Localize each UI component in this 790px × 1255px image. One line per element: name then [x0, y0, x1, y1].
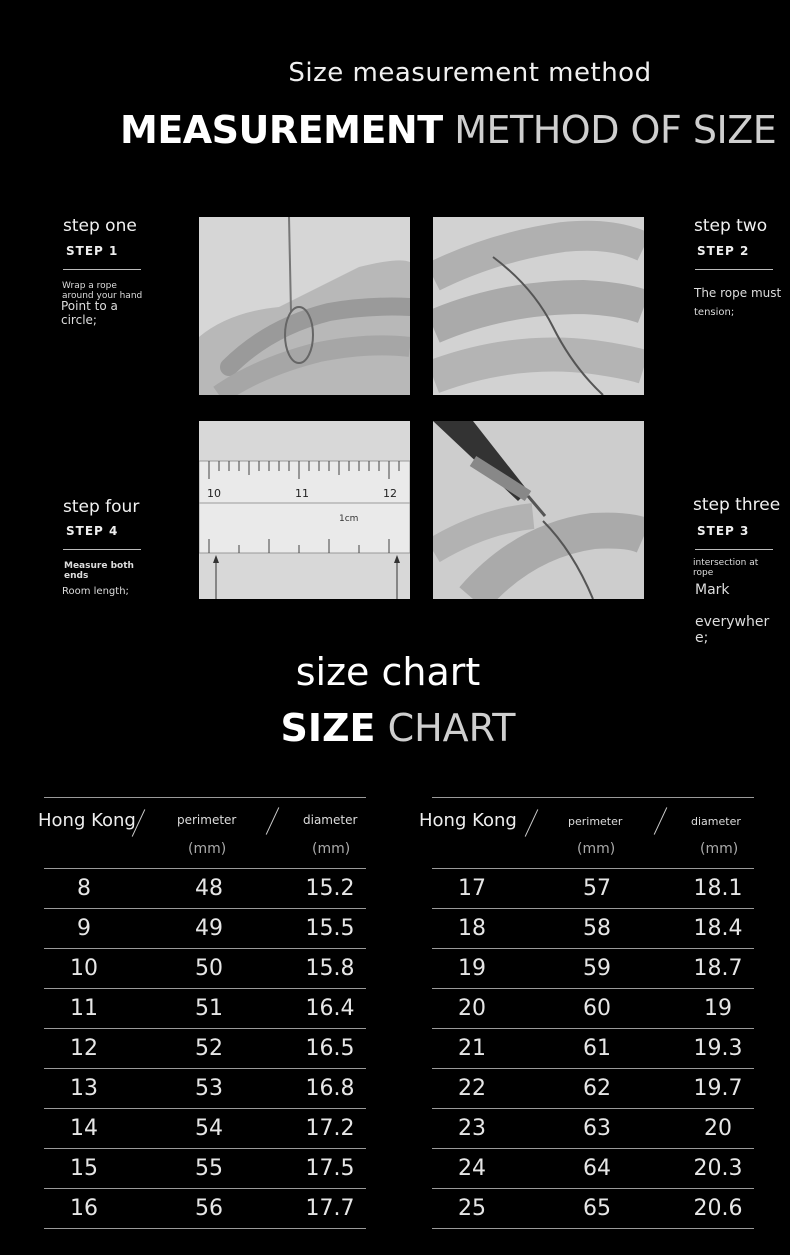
- diameter-value: 20.6: [682, 1189, 754, 1229]
- step-two-desc-b: tension;: [694, 307, 735, 318]
- left-table-top-rule: [44, 797, 366, 798]
- step-three-desc-b: rope: [693, 568, 714, 578]
- page-subtitle: Size measurement method: [288, 58, 652, 88]
- hong-kong-size: 9: [44, 909, 124, 949]
- step-two-label: step two: [694, 216, 768, 236]
- right-table-row: [432, 1109, 754, 1149]
- diameter-value: 17.5: [294, 1149, 366, 1189]
- chart-title: [0, 706, 790, 750]
- diameter-value: 19.3: [682, 1029, 754, 1069]
- page-title: [120, 108, 776, 152]
- step-four-desc-a: Measure both: [64, 561, 134, 571]
- perimeter-value: 50: [124, 949, 294, 989]
- diameter-value: 16.5: [294, 1029, 366, 1069]
- right-header-hong-kong: Hong Kong: [419, 810, 517, 831]
- right-header-slash-2: [654, 807, 668, 835]
- ruler-number-10: 10: [207, 487, 221, 500]
- perimeter-value: 60: [512, 989, 682, 1029]
- hong-kong-size: 19: [432, 949, 512, 989]
- diameter-value: 15.2: [294, 869, 366, 909]
- left-table-row: [44, 1029, 366, 1069]
- hong-kong-size: 25: [432, 1189, 512, 1229]
- diameter-value: 20: [682, 1109, 754, 1149]
- hong-kong-size: 8: [44, 869, 124, 909]
- perimeter-value: 62: [512, 1069, 682, 1109]
- diameter-value: 16.4: [294, 989, 366, 1029]
- step-four-desc-b: ends: [64, 571, 89, 581]
- step-four-divider: [63, 549, 141, 550]
- hong-kong-size: 17: [432, 869, 512, 909]
- step-three-divider: [695, 549, 773, 550]
- chart-title-bold: SIZE: [280, 706, 376, 750]
- step-three-label: step three: [693, 495, 781, 515]
- perimeter-value: 59: [512, 949, 682, 989]
- step-two-photo: [433, 217, 644, 395]
- right-header-diameter-unit: (mm): [700, 841, 739, 857]
- left-table-row: [44, 909, 366, 949]
- perimeter-value: 52: [124, 1029, 294, 1069]
- ruler-number-12: 12: [383, 487, 397, 500]
- diameter-value: 15.8: [294, 949, 366, 989]
- left-table-row: [44, 989, 366, 1029]
- left-header-perimeter: perimeter: [177, 813, 237, 827]
- step-one-desc-b: around your hand: [62, 291, 143, 301]
- perimeter-value: 54: [124, 1109, 294, 1149]
- hong-kong-size: 21: [432, 1029, 512, 1069]
- right-table-row: [432, 909, 754, 949]
- hong-kong-size: 20: [432, 989, 512, 1029]
- left-size-table: [44, 869, 366, 1229]
- right-table-row: [432, 1189, 754, 1229]
- hong-kong-size: 24: [432, 1149, 512, 1189]
- step-one-desc-c: Point to a: [61, 299, 118, 313]
- right-table-row: [432, 989, 754, 1029]
- hong-kong-size: 12: [44, 1029, 124, 1069]
- diameter-value: 18.4: [682, 909, 754, 949]
- right-table-row: [432, 869, 754, 909]
- left-table-row: [44, 949, 366, 989]
- left-table-row: [44, 1149, 366, 1189]
- left-table-row: [44, 869, 366, 909]
- step-three-desc-c: Mark: [695, 582, 730, 598]
- step-one-desc: [62, 281, 142, 301]
- diameter-value: 18.7: [682, 949, 754, 989]
- hong-kong-size: 10: [44, 949, 124, 989]
- step-three-desc: [693, 558, 758, 578]
- diameter-value: 16.8: [294, 1069, 366, 1109]
- chart-title-light: CHART: [375, 706, 516, 750]
- hong-kong-size: 13: [44, 1069, 124, 1109]
- right-header-perimeter: perimeter: [568, 815, 623, 828]
- perimeter-value: 49: [124, 909, 294, 949]
- perimeter-value: 57: [512, 869, 682, 909]
- left-header-hong-kong: Hong Kong: [38, 810, 136, 831]
- step-one-desc-2: [61, 299, 118, 327]
- step-four-photo: [199, 421, 410, 599]
- step-two-desc: [694, 283, 781, 323]
- diameter-value: 20.3: [682, 1149, 754, 1189]
- step-two-desc-a: The rope must: [694, 286, 782, 300]
- step-three-photo: [433, 421, 644, 599]
- perimeter-value: 55: [124, 1149, 294, 1189]
- step-one-photo: [199, 217, 410, 395]
- right-size-table: [432, 869, 754, 1229]
- diameter-value: 15.5: [294, 909, 366, 949]
- step-one-divider: [63, 269, 141, 270]
- diameter-value: 17.2: [294, 1109, 366, 1149]
- perimeter-value: 65: [512, 1189, 682, 1229]
- right-header-slash-1: [525, 809, 539, 837]
- diameter-value: 19.7: [682, 1069, 754, 1109]
- left-table-row: [44, 1189, 366, 1229]
- right-table-row: [432, 949, 754, 989]
- step-four-desc-2: Room length;: [62, 586, 129, 597]
- step-four-label: step four: [63, 497, 140, 517]
- left-table-row: [44, 1069, 366, 1109]
- hong-kong-size: 23: [432, 1109, 512, 1149]
- left-header-diameter-unit: (mm): [312, 841, 351, 857]
- step-one-desc-a: Wrap a rope: [62, 281, 117, 291]
- step-two-code: STEP 2: [697, 244, 750, 258]
- step-one-code: STEP 1: [66, 244, 119, 258]
- step-three-code: STEP 3: [697, 524, 750, 538]
- perimeter-value: 58: [512, 909, 682, 949]
- step-four-desc: [64, 561, 134, 581]
- right-table-row: [432, 1069, 754, 1109]
- step-one-desc-d: circle;: [61, 313, 97, 327]
- hong-kong-size: 22: [432, 1069, 512, 1109]
- perimeter-value: 64: [512, 1149, 682, 1189]
- step-three-desc-e: e;: [695, 630, 709, 646]
- perimeter-value: 51: [124, 989, 294, 1029]
- step-two-divider: [695, 269, 773, 270]
- hong-kong-size: 16: [44, 1189, 124, 1229]
- right-table-row: [432, 1149, 754, 1189]
- step-one-label: step one: [63, 216, 137, 236]
- left-table-row: [44, 1109, 366, 1149]
- hong-kong-size: 14: [44, 1109, 124, 1149]
- step-four-code: STEP 4: [66, 524, 119, 538]
- right-header-perimeter-unit: (mm): [577, 841, 616, 857]
- ruler-number-11: 11: [295, 487, 309, 500]
- right-table-top-rule: [432, 797, 754, 798]
- hong-kong-size: 18: [432, 909, 512, 949]
- perimeter-value: 56: [124, 1189, 294, 1229]
- diameter-value: 19: [682, 989, 754, 1029]
- step-three-desc-d: everywher: [695, 614, 770, 630]
- diameter-value: 18.1: [682, 869, 754, 909]
- hong-kong-size: 11: [44, 989, 124, 1029]
- perimeter-value: 53: [124, 1069, 294, 1109]
- chart-subtitle: size chart: [295, 650, 481, 694]
- diameter-value: 17.7: [294, 1189, 366, 1229]
- ruler-unit-label: 1cm: [339, 514, 359, 524]
- right-table-row: [432, 1029, 754, 1069]
- perimeter-value: 63: [512, 1109, 682, 1149]
- perimeter-value: 48: [124, 869, 294, 909]
- perimeter-value: 61: [512, 1029, 682, 1069]
- page-title-bold: MEASUREMENT: [120, 108, 443, 152]
- page-title-light: METHOD OF SIZE: [442, 108, 777, 152]
- left-header-perimeter-unit: (mm): [188, 841, 227, 857]
- left-header-slash-2: [266, 807, 280, 835]
- left-header-diameter: diameter: [303, 813, 358, 827]
- right-header-diameter: diameter: [691, 815, 741, 828]
- step-three-desc-a: intersection at: [693, 558, 759, 568]
- hong-kong-size: 15: [44, 1149, 124, 1189]
- step-three-desc-2: [695, 582, 769, 646]
